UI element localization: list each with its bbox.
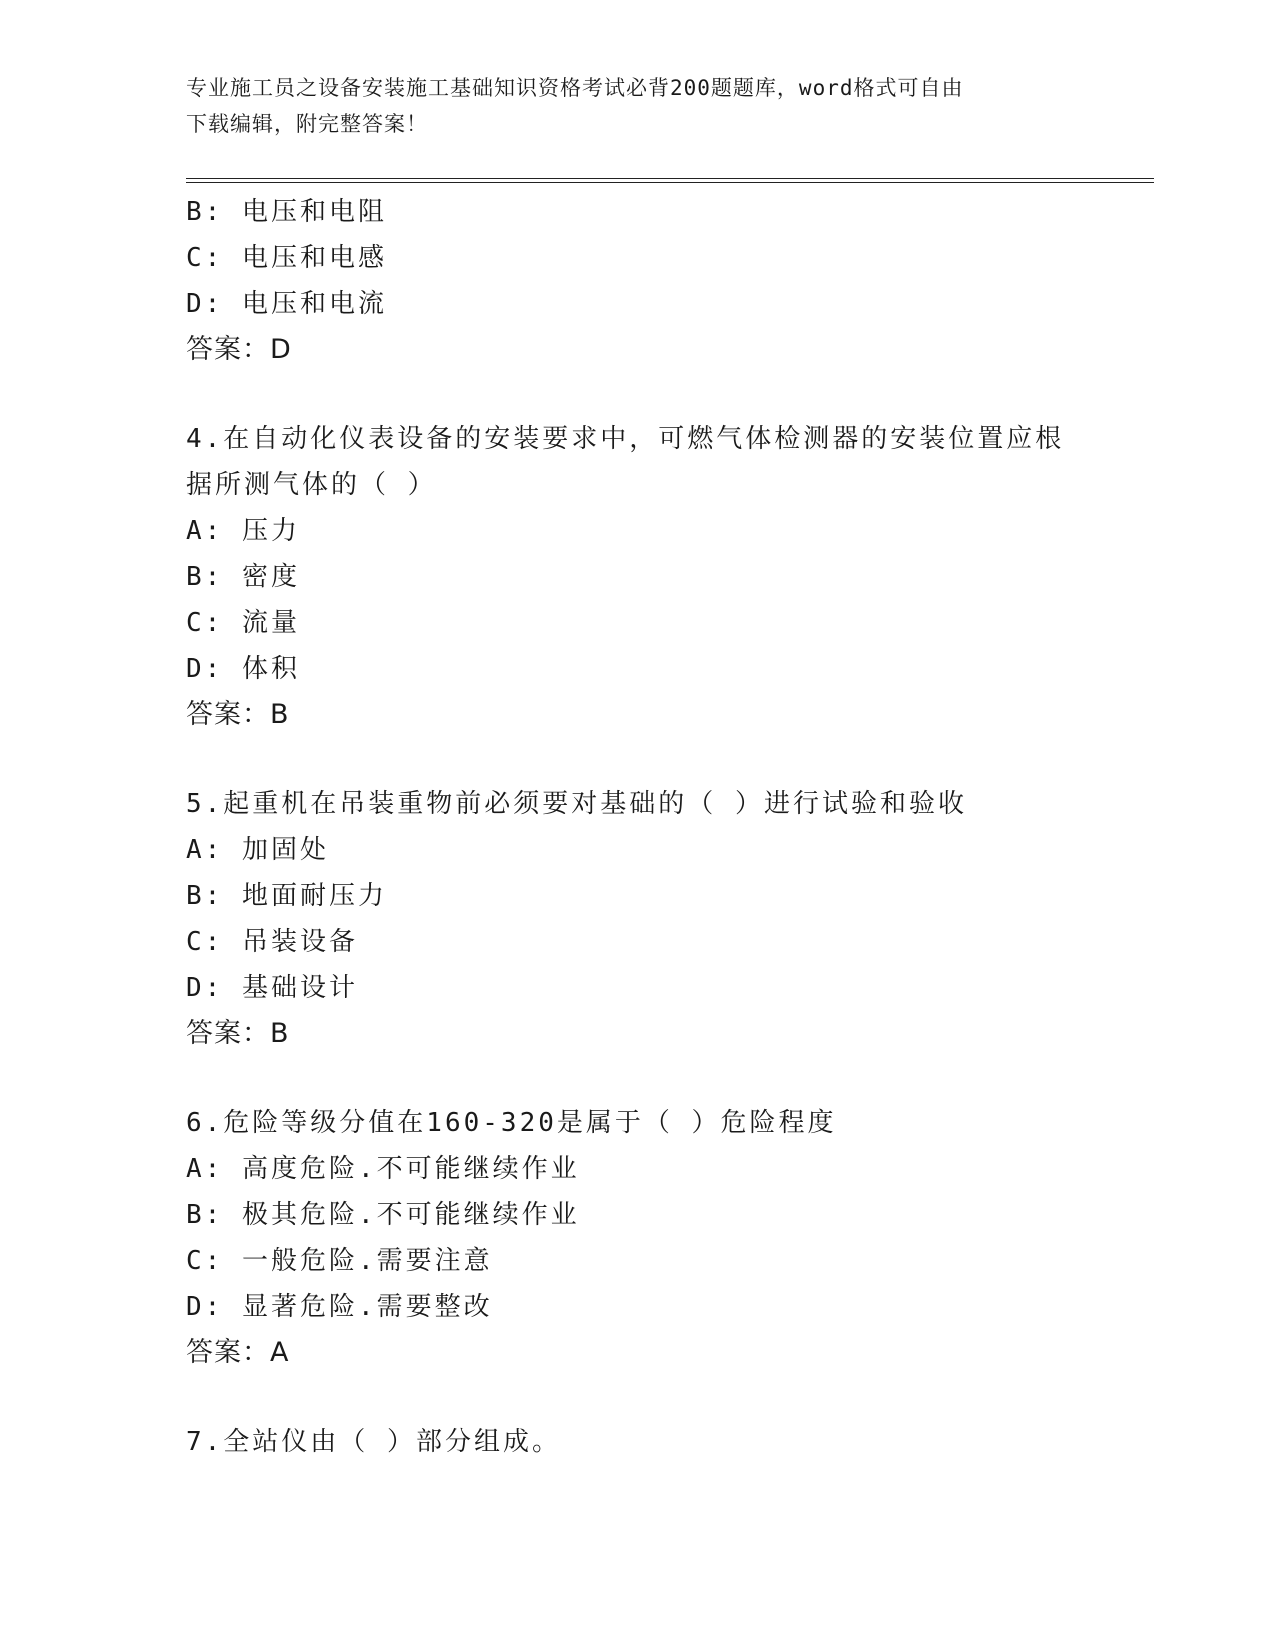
- option-b: B: 电压和电阻: [186, 197, 387, 227]
- question-stem: 5.起重机在吊装重物前必须要对基础的（ ）进行试验和验收: [186, 789, 967, 819]
- question-7: [186, 1419, 1086, 1465]
- question-5: [186, 781, 1086, 1057]
- answer: 答案：A: [186, 1337, 290, 1368]
- option-d: D: 基础设计: [186, 973, 358, 1003]
- option-d: D: 体积: [186, 654, 300, 684]
- option-a: A: 高度危险.不可能继续作业: [186, 1154, 580, 1184]
- answer: 答案：B: [186, 1018, 290, 1049]
- question-stem-line-2: 据所测气体的（ ）: [186, 470, 437, 500]
- option-c: C: 电压和电感: [186, 243, 387, 273]
- header-divider: [186, 178, 1154, 183]
- question-4: [186, 416, 1086, 738]
- option-b: B: 地面耐压力: [186, 881, 387, 911]
- header-line-2: 下载编辑，附完整答案！: [186, 112, 428, 136]
- option-d: D: 电压和电流: [186, 289, 387, 319]
- option-d: D: 显著危险.需要整改: [186, 1292, 493, 1322]
- header-line-1: 专业施工员之设备安装施工基础知识资格考试必背200题题库，word格式可自由: [186, 76, 964, 100]
- answer: 答案：B: [186, 699, 290, 730]
- option-a: A: 压力: [186, 516, 300, 546]
- document-header: [186, 70, 1086, 142]
- question-stem: 6.危险等级分值在160-320是属于（ ）危险程度: [186, 1108, 837, 1138]
- answer: 答案：D: [186, 334, 292, 365]
- option-a: A: 加固处: [186, 835, 329, 865]
- question-6: [186, 1100, 1086, 1376]
- question-list: [186, 189, 1086, 1465]
- option-b: B: 密度: [186, 562, 300, 592]
- option-b: B: 极其危险.不可能继续作业: [186, 1200, 580, 1230]
- option-c: C: 一般危险.需要注意: [186, 1246, 493, 1276]
- question-stem: 7.全站仪由（ ）部分组成。: [186, 1427, 561, 1457]
- question-3-tail: [186, 189, 1086, 373]
- option-c: C: 吊装设备: [186, 927, 358, 957]
- option-c: C: 流量: [186, 608, 300, 638]
- question-stem-line-1: 4.在自动化仪表设备的安装要求中，可燃气体检测器的安装位置应根: [186, 424, 1065, 454]
